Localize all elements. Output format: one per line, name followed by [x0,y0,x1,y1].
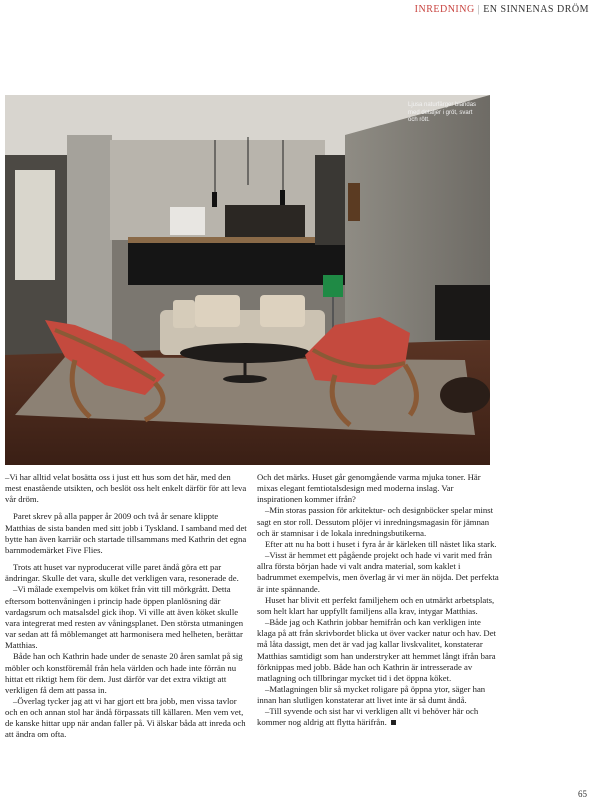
final-paragraph [257,706,499,728]
paragraph: –Överlag tycker jag att vi har gjort ett bra jobb, men vissa tavlor och en och annan stol har ändå förpassats till källaren. Men vem vet, de kanske hittar upp när andan faller på. Vi älskar båda att inreda och att ändra om ofta. [5,695,246,740]
article-column-left [5,472,247,741]
living-room-illustration [5,95,490,465]
article-column-right [257,472,499,729]
paragraph: Och det märks. Huset går genomgående varma mjuka toner. Här mixas elegant femtiotalsdesign med moderna inslag. Var inspirationen kommer ifrån? [257,472,481,505]
paragraph: Både han och Kathrin hade under de senaste 20 åren samlat på sig möbler och konstföremål från hela världen och hade inte förrän nu hittat ett riktigt hem för dem. Just därför var det extra viktigt att verkligen få dem att passa in. [5,651,243,695]
paragraph: –Matlagningen blir så mycket roligare på öppna ytor, säger han innan han slutligen konstaterar att livet inte är så dumt ändå. [257,683,486,706]
paragraph: Huset har blivit ett perfekt familjehem och en utmärkt arbetsplats, som helt klart har uppfyllt familjens alla krav, intygar Matthias. [257,594,495,616]
end-mark-icon [391,720,396,725]
page-number: 65 [578,789,587,799]
header-separator: | [477,4,481,15]
paragraph: –Både jag och Kathrin jobbar hemifrån och kan verkligen inte klaga på att från skrivbordet blicka ut över vacker natur och hav. Det må låta dassigt, men det är vad jag kallar livskvalitet, konstaterar Matthias samtidigt som han understryker att hemmet långt ifrån bara förknippas med jobb. Både han och Kathrin är intresserade av matlagning och tillbringar mycket tid i det öppna köket. [257,617,496,683]
paragraph: Efter att nu ha bott i huset i fyra år är kärleken till nästet lika stark. [265,538,497,549]
photo-caption: Ljusa naturfärger blandas med detaljer i gröt, svart och rött. [408,102,477,123]
paragraph: –Visst är hemmet ett pågående projekt och hade vi varit med från allra första början hade vi valt andra material, som kaklet i badrummet exempelvis, men överlag är vi mer än nöjda. Det perfekta är inte spännande. [257,550,499,594]
paragraph: –Min storas passion för arkitektur- och designböcker spelar minst sagt en stor roll. Dessutom plöjer vi inredningsmagasin för jämnan och är stamnisar i de lokala inredningsbutikerna. [257,505,494,538]
paragraph: –Vi har alltid velat bosätta oss i just ett hus som det här, med den mest enastående utsikten, och beslöt oss helt enkelt därför för att leva vår dröm. [5,472,247,505]
paragraph: Trots att huset var nyproducerat ville paret ändå göra ett par ändringar. Skulle det vara, skulle det verkligen vara, resonerade de. [5,562,239,584]
article-title: EN SINNENAS DRÖM [483,4,589,15]
paragraph: –Vi målade exempelvis om köket från vitt till mörkgrått. Detta eftersom bottenvåningen i princip hade öppen planlösning där vardagsrum och matsalsdel gick ihop. Vi ville att även köket skulle vara integrerat med resten av våningsplanet. Den största utmaningen var sedan att få möblemanget att harmonisera med helheten, berättar Matthias. [5,584,244,651]
living-room-photo [5,95,490,465]
paragraph: Paret skrev på alla papper år 2009 och två år senare klippte Matthias de sista banden med sitt jobb i Tyskland. I samband med det bytte han även karriär och startade tillsammans med Kathrin det egna barnmodemärket Five Flies. [5,511,247,555]
final-paragraph-text: –Till syvende och sist har vi verkligen allt vi behöver här och kommer nog aldrig att flytta härifrån. [257,706,479,728]
section-label: INREDNING [414,4,475,15]
running-header [415,4,589,15]
